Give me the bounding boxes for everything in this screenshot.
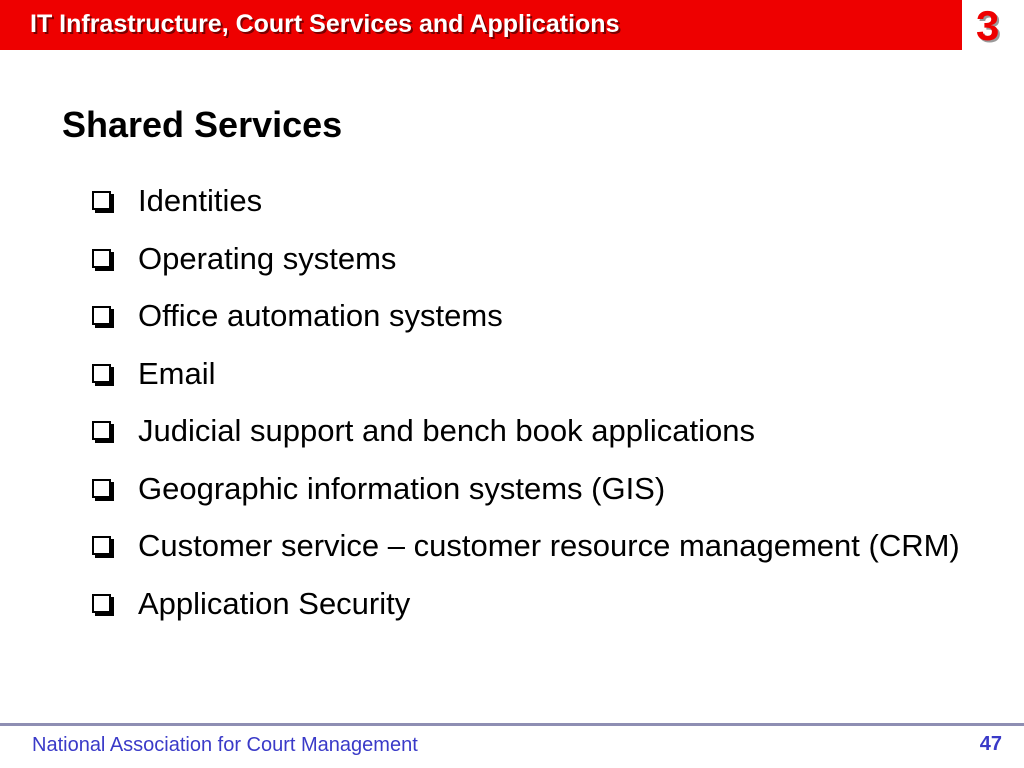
list-item-text: Office automation systems	[138, 298, 503, 333]
page-number: 47	[979, 733, 1002, 755]
list-item	[92, 586, 972, 622]
checkbox-square-icon	[92, 421, 111, 440]
header-bar	[0, 0, 962, 50]
list-item	[92, 241, 972, 277]
checkbox-square-icon	[92, 249, 111, 268]
header-title: IT Infrastructure, Court Services and Applications	[30, 10, 620, 38]
list-item	[92, 528, 972, 564]
list-item-text: Geographic information systems (GIS)	[138, 470, 666, 506]
list-item-text: Email	[138, 355, 216, 391]
list-item-text: Customer service – customer resource management (CRM)	[138, 528, 960, 563]
slide-title: Shared Services	[62, 104, 343, 145]
list-item	[92, 183, 972, 219]
checkbox-square-icon	[92, 191, 111, 210]
list-item-text: Operating systems	[138, 240, 397, 276]
list-item-text: Judicial support and bench book applications	[138, 413, 755, 448]
list-item-text: Application Security	[138, 585, 411, 621]
checkbox-square-icon	[92, 306, 111, 325]
list-item	[92, 413, 972, 449]
checkbox-square-icon	[92, 364, 111, 383]
list-item-text: Identities	[138, 183, 263, 218]
section-number: 3	[976, 2, 1000, 49]
footer-divider	[0, 723, 1024, 726]
list-item	[92, 356, 972, 392]
checkbox-square-icon	[92, 536, 111, 555]
checkbox-square-icon	[92, 594, 111, 613]
list-item	[92, 471, 972, 507]
bullet-list	[92, 183, 972, 643]
list-item	[92, 298, 972, 334]
checkbox-square-icon	[92, 479, 111, 498]
footer-organization: National Association for Court Management	[32, 734, 418, 756]
